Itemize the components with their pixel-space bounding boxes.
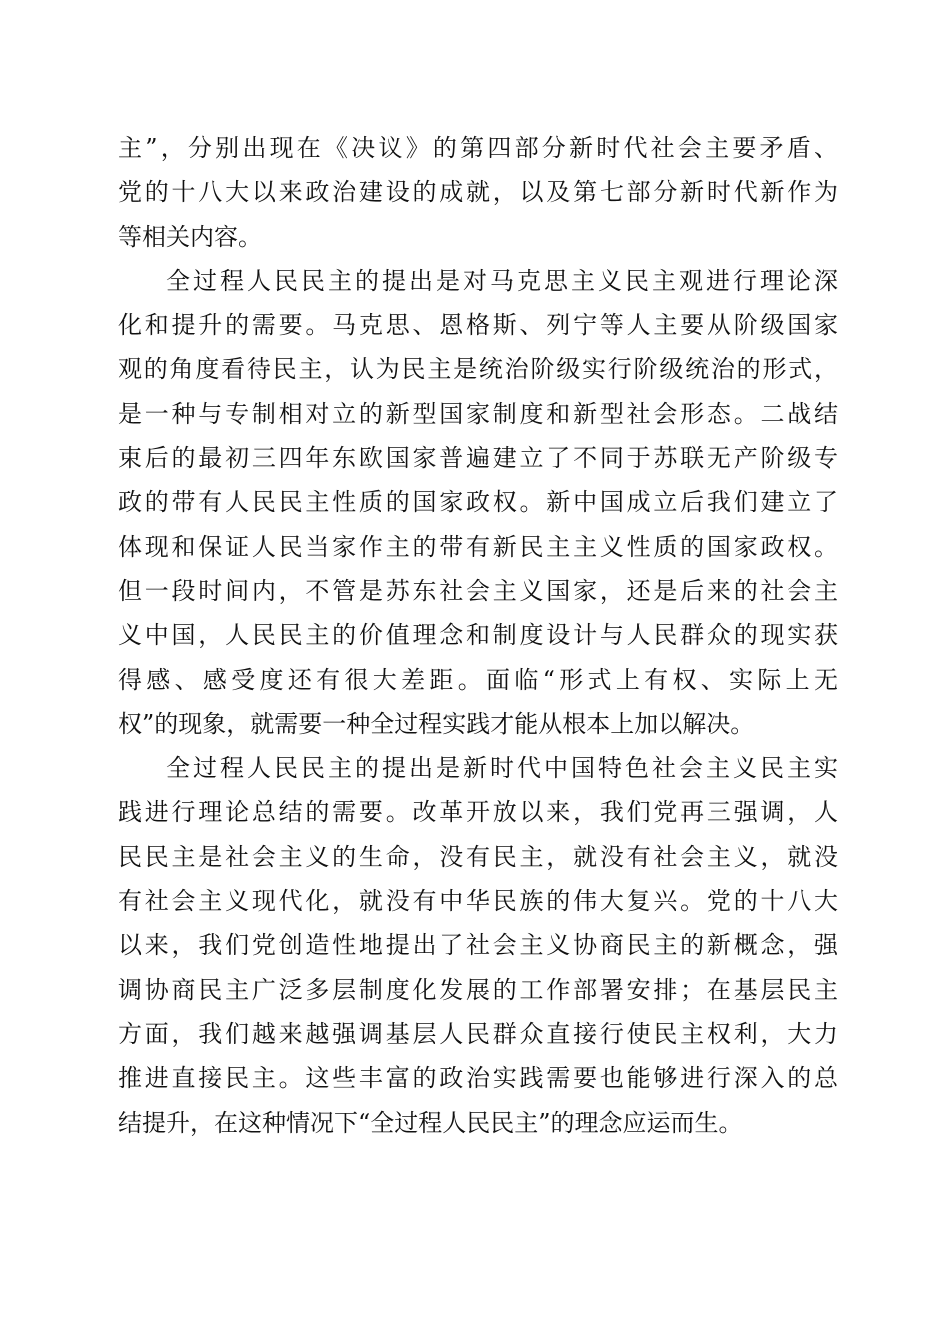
paragraph-line: 全过程人民民主的提出是新时代中国特色社会主义民主实 <box>166 754 838 783</box>
paragraph-line: 方面，我们越来越强调基层人民群众直接行使民主权利，大力 <box>118 1019 838 1048</box>
paragraph-line: 义中国，人民民主的价值理念和制度设计与人民群众的现实获 <box>118 621 838 650</box>
paragraph-3 <box>118 746 838 1145</box>
paragraph-line: 调协商民主广泛多层制度化发展的工作部署安排；在基层民主 <box>118 975 838 1004</box>
paragraph-line: 党的十八大以来政治建设的成就，以及第七部分新时代新作为 <box>118 178 838 207</box>
paragraph-line: 权”的现象，就需要一种全过程实践才能从根本上加以解决。 <box>118 709 755 738</box>
paragraph-line: 推进直接民主。这些丰富的政治实践需要也能够进行深入的总 <box>118 1064 838 1093</box>
paragraph-line: 化和提升的需要。马克思、恩格斯、列宁等人主要从阶级国家 <box>118 311 838 340</box>
paragraph-line: 政的带有人民民主性质的国家政权。新中国成立后我们建立了 <box>118 488 838 517</box>
paragraph-line: 但一段时间内，不管是苏东社会主义国家，还是后来的社会主 <box>118 576 838 605</box>
paragraph-line: 观的角度看待民主，认为民主是统治阶级实行阶级统治的形式， <box>118 355 838 384</box>
paragraph-line: 践进行理论总结的需要。改革开放以来，我们党再三强调，人 <box>118 798 838 827</box>
paragraph-line: 得感、感受度还有很大差距。面临“形式上有权、实际上无 <box>118 665 838 694</box>
paragraph-line: 是一种与专制相对立的新型国家制度和新型社会形态。二战结 <box>118 399 838 428</box>
document-body <box>118 126 838 1145</box>
paragraph-line: 全过程人民民主的提出是对马克思主义民主观进行理论深 <box>166 266 838 295</box>
paragraph-line: 以来，我们党创造性地提出了社会主义协商民主的新概念，强 <box>118 931 838 960</box>
paragraph-line: 民民主是社会主义的生命，没有民主，就没有社会主义，就没 <box>118 842 838 871</box>
paragraph-line: 主”，分别出现在《决议》的第四部分新时代社会主要矛盾、 <box>118 134 838 162</box>
paragraph-line: 束后的最初三四年东欧国家普遍建立了不同于苏联无产阶级专 <box>118 444 838 473</box>
paragraph-line: 结提升，在这种情况下“全过程人民民主”的理念应运而生。 <box>118 1108 743 1137</box>
paragraph-line: 等相关内容。 <box>118 222 262 251</box>
paragraph-1 <box>118 126 838 259</box>
paragraph-line: 体现和保证人民当家作主的带有新民主主义性质的国家政权。 <box>118 532 838 561</box>
paragraph-2 <box>118 259 838 746</box>
paragraph-line: 有社会主义现代化，就没有中华民族的伟大复兴。党的十八大 <box>118 887 838 916</box>
